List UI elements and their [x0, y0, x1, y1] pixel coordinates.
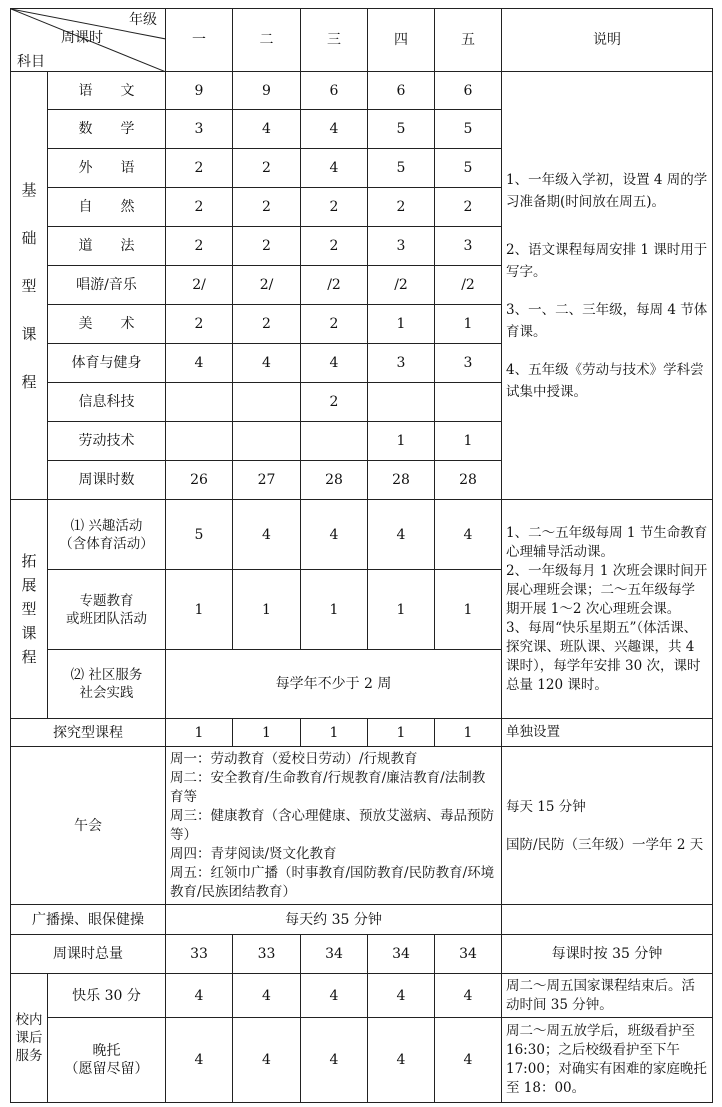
notes-header: 说明	[502, 9, 713, 72]
hours-cell: 4	[368, 500, 435, 570]
grade-header: 三	[301, 9, 368, 72]
inquiry-label: 探究型课程	[11, 719, 166, 747]
hours-cell: 34	[435, 935, 502, 974]
hours-cell	[233, 383, 301, 422]
afterschool-group-label: 校内 课后 服务	[11, 974, 48, 1103]
hours-cell: 4	[301, 1018, 368, 1103]
hours-cell: 5	[166, 500, 233, 570]
evening-care-label: 晚托 （愿留尽留）	[48, 1018, 166, 1103]
grade-header: 二	[233, 9, 301, 72]
basic-notes: 1、一年级入学初，设置 4 周的学习准备期(时间放在周五)。 2、语文课程每周安排 1 课时用于写字。 3、一、二、三年级，每周 4 节体育课。 4、五年级《劳动与技术》学科尝试集中授课。	[502, 72, 713, 500]
hours-cell: 4	[301, 500, 368, 570]
subject-label: 外 语	[48, 149, 166, 188]
subject-label: 周课时数	[48, 461, 166, 500]
hours-cell: 5	[435, 110, 502, 149]
basic-group-label: 基 础 型 课 程	[11, 72, 48, 500]
inquiry-note: 单独设置	[502, 719, 713, 747]
hours-cell: 34	[301, 935, 368, 974]
hours-cell	[166, 422, 233, 461]
hours-cell: 4	[166, 974, 233, 1018]
header-corner-cell	[11, 9, 166, 72]
hours-cell: 2	[233, 188, 301, 227]
hours-cell: 1	[368, 719, 435, 747]
extended-notes: 1、二～五年级每周 1 节生命教育心理辅导活动课。 2、一年级每月 1 次班会课时间开展心理班会课；二～五年级每学期开展 1～2 次心理班会课。 3、每周“快乐星期五”（体活课、探究课、班队课、兴趣课，共 4 课时），每学年安排 30 次，课时总量 120 课时。	[502, 500, 713, 719]
hours-cell: 1	[166, 570, 233, 650]
hours-cell: 4	[301, 344, 368, 383]
hours-cell: 6	[301, 72, 368, 110]
corner-hours-label: 周课时	[61, 30, 103, 46]
hours-cell: /2	[368, 266, 435, 305]
hours-cell: 1	[368, 422, 435, 461]
curriculum-table	[10, 8, 713, 1103]
hours-cell: 1	[301, 570, 368, 650]
hours-cell: 1	[435, 422, 502, 461]
hours-cell: 1	[233, 570, 301, 650]
corner-subject-label: 科目	[17, 54, 45, 70]
hours-cell: 1	[435, 570, 502, 650]
hours-cell: 2	[435, 188, 502, 227]
evening-care-note: 周二～周五放学后，班级看护至 16:30；之后校级看护至下午 17:00；对确实有困难的家庭晚托至 18：00。	[502, 1018, 713, 1103]
hours-cell: 6	[435, 72, 502, 110]
hours-cell: 4	[435, 974, 502, 1018]
hours-cell: 33	[166, 935, 233, 974]
interest-activity-label: ⑴ 兴趣活动 （含体育活动）	[48, 500, 166, 570]
noon-meeting-schedule: 周一：劳动教育（爱校日劳动）/行规教育 周二：安全教育/生命教育/行规教育/廉洁教育/法制教育等 周三：健康教育（含心理健康、预放艾滋病、毒品预防等） 周四：青芽阅读/贤文化教育 周五：红领巾广播（时事教育/国防教育/民防教育/环境教育/民族团结教育）	[166, 747, 502, 905]
hours-cell: 2	[166, 188, 233, 227]
hours-cell: 3	[368, 227, 435, 266]
hours-cell: 5	[368, 110, 435, 149]
community-service-value: 每学年不少于 2 周	[166, 650, 502, 719]
hours-cell: 6	[368, 72, 435, 110]
hours-cell: 1	[166, 719, 233, 747]
hours-cell: 4	[435, 1018, 502, 1103]
hours-cell: 1	[368, 570, 435, 650]
weekly-total-label: 周课时总量	[11, 935, 166, 974]
happy-30-note: 周二～周五国家课程结束后。活动时间 35 分钟。	[502, 974, 713, 1018]
subject-label: 自 然	[48, 188, 166, 227]
hours-cell: 2	[166, 149, 233, 188]
hours-cell: 4	[233, 1018, 301, 1103]
hours-cell: /2	[301, 266, 368, 305]
corner-grade-label: 年级	[129, 12, 157, 28]
special-education-label: 专题教育 或班团队活动	[48, 570, 166, 650]
subject-label: 道 法	[48, 227, 166, 266]
hours-cell: 2	[301, 188, 368, 227]
subject-label: 劳动技术	[48, 422, 166, 461]
hours-cell	[233, 422, 301, 461]
noon-meeting-label: 午会	[11, 747, 166, 905]
grade-header: 一	[166, 9, 233, 72]
weekly-total-note: 每课时按 35 分钟	[502, 935, 713, 974]
hours-cell: 2	[166, 305, 233, 344]
hours-cell: /2	[435, 266, 502, 305]
hours-cell: 2	[233, 305, 301, 344]
subject-label: 信息科技	[48, 383, 166, 422]
hours-cell	[368, 383, 435, 422]
hours-cell: 9	[166, 72, 233, 110]
subject-label: 唱游/音乐	[48, 266, 166, 305]
hours-cell: 4	[233, 500, 301, 570]
hours-cell: 2	[301, 383, 368, 422]
hours-cell: 2	[368, 188, 435, 227]
hours-cell: 5	[368, 149, 435, 188]
subject-label: 数 学	[48, 110, 166, 149]
subject-label: 体育与健身	[48, 344, 166, 383]
hours-cell: 2	[301, 227, 368, 266]
hours-cell: 1	[301, 719, 368, 747]
hours-cell: 2	[233, 227, 301, 266]
hours-cell: 28	[435, 461, 502, 500]
hours-cell: 28	[368, 461, 435, 500]
hours-cell: 1	[435, 305, 502, 344]
hours-cell: 4	[233, 974, 301, 1018]
noon-meeting-notes: 每天 15 分钟 国防/民防（三年级）一学年 2 天	[502, 747, 713, 905]
hours-cell: 4	[368, 1018, 435, 1103]
hours-cell: 3	[368, 344, 435, 383]
exercise-label: 广播操、眼保健操	[11, 905, 166, 935]
hours-cell: 4	[301, 974, 368, 1018]
hours-cell: 1	[435, 719, 502, 747]
subject-label: 语 文	[48, 72, 166, 110]
hours-cell: 33	[233, 935, 301, 974]
hours-cell: 4	[301, 149, 368, 188]
hours-cell: 9	[233, 72, 301, 110]
hours-cell: 3	[435, 344, 502, 383]
community-service-label: ⑵ 社区服务 社会实践	[48, 650, 166, 719]
hours-cell: 2	[166, 227, 233, 266]
hours-cell: 1	[233, 719, 301, 747]
happy-30-label: 快乐 30 分	[48, 974, 166, 1018]
hours-cell: 34	[368, 935, 435, 974]
hours-cell	[301, 422, 368, 461]
hours-cell: 3	[435, 227, 502, 266]
hours-cell: 3	[166, 110, 233, 149]
exercise-note	[502, 905, 713, 935]
hours-cell: 2	[233, 149, 301, 188]
hours-cell: 4	[166, 1018, 233, 1103]
hours-cell: 4	[301, 110, 368, 149]
hours-cell: 2	[301, 305, 368, 344]
hours-cell: 2/	[166, 266, 233, 305]
exercise-value: 每天约 35 分钟	[166, 905, 502, 935]
hours-cell: 28	[301, 461, 368, 500]
hours-cell: 4	[233, 110, 301, 149]
hours-cell: 2/	[233, 266, 301, 305]
hours-cell: 27	[233, 461, 301, 500]
hours-cell: 4	[435, 500, 502, 570]
hours-cell	[166, 383, 233, 422]
grade-header: 五	[435, 9, 502, 72]
hours-cell: 1	[368, 305, 435, 344]
subject-label: 美 术	[48, 305, 166, 344]
hours-cell: 26	[166, 461, 233, 500]
grade-header: 四	[368, 9, 435, 72]
hours-cell: 4	[166, 344, 233, 383]
hours-cell: 4	[368, 974, 435, 1018]
hours-cell	[435, 383, 502, 422]
extended-group-label: 拓 展 型 课 程	[11, 500, 48, 719]
hours-cell: 4	[233, 344, 301, 383]
hours-cell: 5	[435, 149, 502, 188]
